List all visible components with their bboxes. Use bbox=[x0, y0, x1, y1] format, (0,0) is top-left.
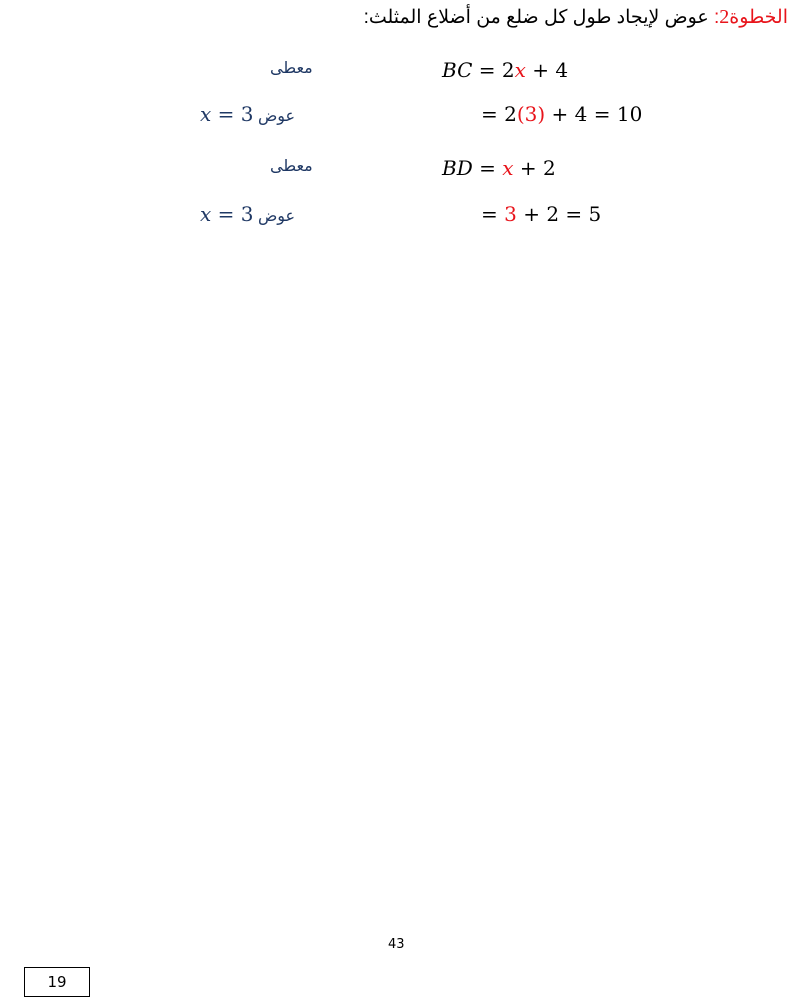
equation bbox=[481, 202, 601, 226]
step-heading bbox=[364, 6, 788, 29]
note-word: معطى bbox=[270, 58, 313, 77]
row-note bbox=[270, 156, 313, 176]
equation-part: + 2 bbox=[513, 156, 556, 180]
equation-lhs: BC bbox=[442, 58, 473, 82]
note-word: عوض bbox=[257, 106, 296, 125]
equation-part: = 2 bbox=[481, 102, 517, 126]
equation-part: + 2 = 5 bbox=[516, 202, 602, 226]
step-instruction: عوض لإيجاد طول كل ضلع من أضلاع المثلث: bbox=[363, 7, 715, 28]
note-value: = 3 bbox=[211, 202, 254, 226]
note-word: عوض bbox=[257, 206, 296, 225]
equation bbox=[442, 58, 568, 82]
note-variable: x bbox=[200, 202, 212, 226]
note-variable: x bbox=[200, 102, 212, 126]
row-note bbox=[270, 58, 313, 78]
step-number: 2 bbox=[719, 6, 730, 28]
page-number: 43 bbox=[388, 937, 405, 952]
row-note bbox=[200, 202, 295, 226]
row-note bbox=[200, 102, 295, 126]
equation-part: + 4 = 10 bbox=[545, 102, 643, 126]
equation-substitution: 3 bbox=[504, 202, 517, 226]
equation bbox=[442, 156, 556, 180]
step-colon: : bbox=[714, 7, 720, 28]
boxed-number-label: 19 bbox=[47, 973, 67, 991]
equation-substitution: (3) bbox=[516, 102, 546, 126]
equation-variable: x bbox=[502, 156, 514, 180]
equation bbox=[481, 102, 642, 126]
boxed-number bbox=[24, 967, 90, 997]
equation-part: + 4 bbox=[525, 58, 569, 82]
equation-lhs: BD bbox=[442, 156, 473, 180]
equation-variable: x bbox=[514, 58, 526, 82]
equation-part: = 2 bbox=[472, 58, 515, 82]
equation-part: = bbox=[481, 202, 505, 226]
step-label: الخطوة bbox=[729, 7, 788, 28]
note-value: = 3 bbox=[211, 102, 254, 126]
equation-part: = bbox=[472, 156, 503, 180]
note-word: معطى bbox=[270, 156, 313, 175]
